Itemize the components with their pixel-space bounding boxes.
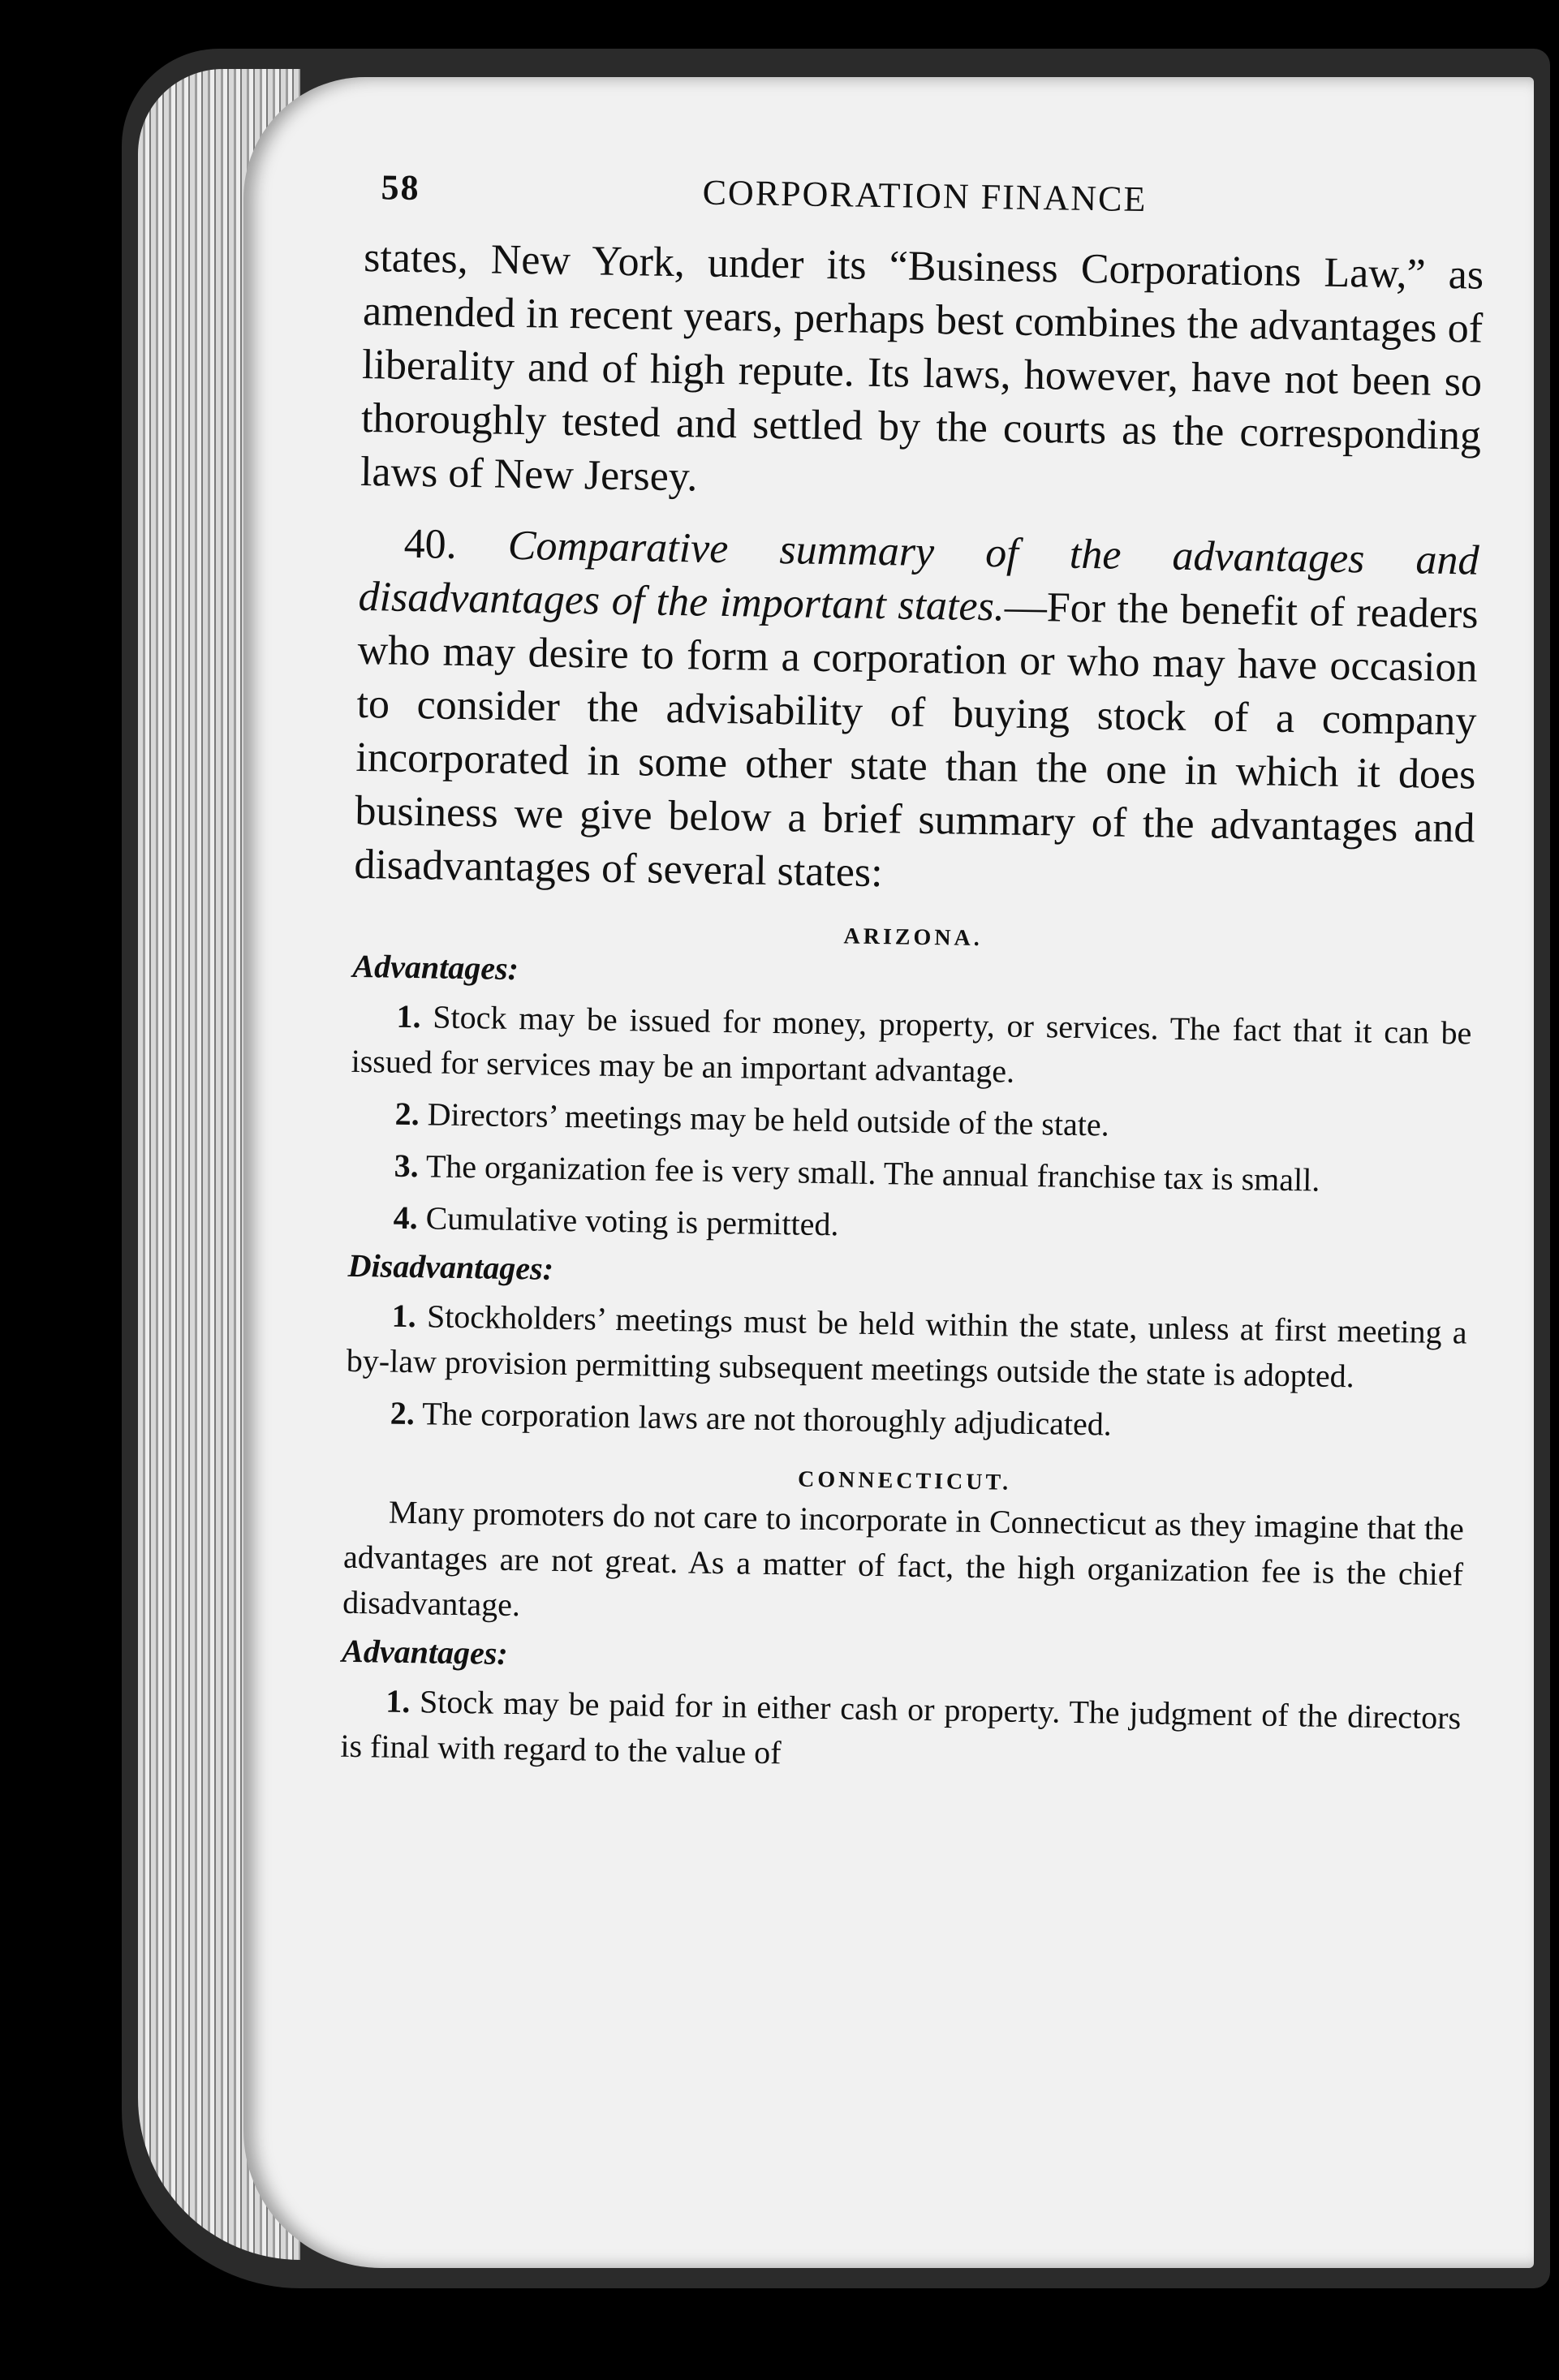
arizona-disadvantages-label: Disadvantages: bbox=[347, 1246, 554, 1287]
list-item: 1. Stockholders’ meetings must be held within the state, unless at first meeting a by-law provision permitting subsequent meetings outside the state is adopted. bbox=[346, 1297, 1467, 1395]
connecticut-intro: Many promoters do not care to incorporate in Connecticut as they imagine that the advantages are not great. As a matter of fact, the high organization fee is the chief disadvantage. bbox=[342, 1493, 1465, 1624]
list-item: 3. The organization fee is very small. The annual franchise tax is small. bbox=[394, 1147, 1320, 1199]
list-item: 2. Directors’ meetings may be held outside of the state. bbox=[394, 1095, 1110, 1143]
section-title: Comparative summary of the advantages and disadvantages of the important states. bbox=[358, 522, 1479, 631]
section-number: 40. bbox=[403, 520, 458, 568]
arizona-advantages-label: Advantages: bbox=[352, 947, 519, 988]
page-number: 58 bbox=[381, 167, 420, 209]
connecticut-advantages-label: Advantages: bbox=[341, 1632, 509, 1672]
section-body: —For the benefit of readers who may desire to form a corporation or who may have occasion to consider the advisability of buying stock of a company incorporated in some other state than the one in which it does business we give below a brief summary of the advantages and disadvantages of several states: bbox=[354, 583, 1479, 897]
running-head: CORPORATION FINANCE bbox=[702, 172, 1148, 220]
state-heading-arizona: ARIZONA. bbox=[843, 923, 984, 952]
list-item: 2. The corporation laws are not thoroughly adjudicated. bbox=[390, 1394, 1113, 1443]
section-paragraph bbox=[354, 517, 1479, 910]
list-item: 1. Stock may be issued for money, property, or services. The fact that it can be issued for services may be an important advantage. bbox=[351, 997, 1472, 1090]
state-heading-connecticut: CONNECTICUT. bbox=[797, 1466, 1012, 1496]
list-item: 4. Cumulative voting is permitted. bbox=[393, 1199, 839, 1243]
intro-paragraph: states, New York, under its “Business Corporations Law,” as amended in recent years, perhaps best combines the advantages of liberality and of high repute. Its laws, however, have not been so thoroughly tested and settled by the courts as the corresponding laws of New Jersey. bbox=[360, 234, 1484, 501]
list-item: 1. Stock may be paid for in either cash or property. The judgment of the directors is final with regard to the value of bbox=[340, 1682, 1462, 1771]
page-text bbox=[340, 166, 1485, 1793]
